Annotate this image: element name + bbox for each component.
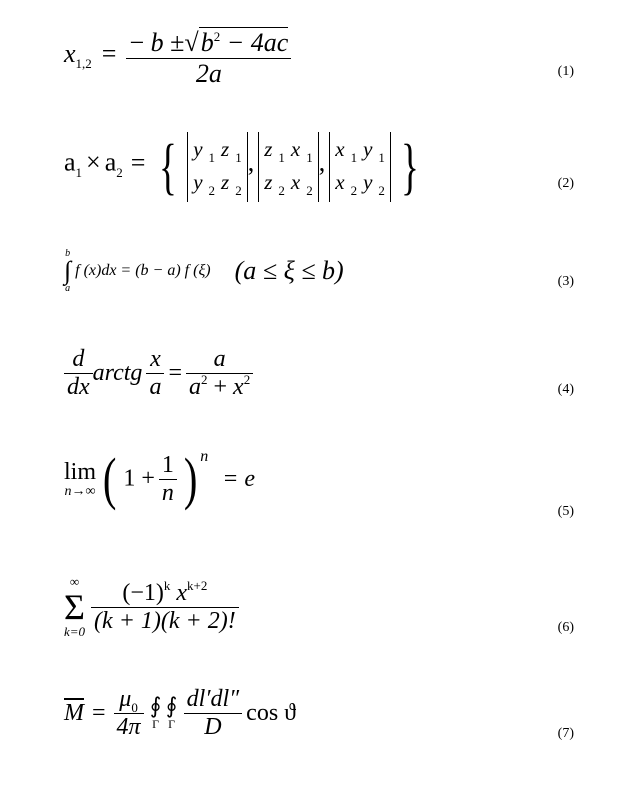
eq4-derivative xyxy=(64,346,93,401)
eq6-sum-upper: ∞ xyxy=(69,574,80,589)
eq2-comma-1: , xyxy=(247,147,255,177)
eq2-comma-2: , xyxy=(318,147,326,177)
eq2-determinant-1 xyxy=(187,132,248,202)
eq2-equals: = xyxy=(130,147,146,177)
det3-row-1: x $_1$ y $_1$ xyxy=(335,137,385,165)
eq1-numerator xyxy=(126,28,291,59)
eq6-number: (6) xyxy=(557,620,574,635)
eq3-condition: (a ≤ ξ ≤ b) xyxy=(234,256,344,285)
eq3-lower-limit: a xyxy=(65,283,71,294)
eq7-number: (7) xyxy=(557,726,574,741)
eq5-number: (5) xyxy=(557,504,574,519)
eq7-contour-integral-1 xyxy=(148,695,164,732)
eq7-dl-fraction xyxy=(184,686,243,741)
eq4-arg-fraction xyxy=(146,346,164,401)
equation-3 xyxy=(64,248,344,294)
eq5-open-paren: ( xyxy=(102,446,117,511)
equation-6 xyxy=(64,574,239,640)
eq1-num-pm: ± xyxy=(170,28,185,57)
eq2-a2: a xyxy=(104,147,117,177)
eq3-integral xyxy=(64,248,71,294)
eq2-determinant-2 xyxy=(258,132,319,202)
equation-2-row xyxy=(0,132,638,212)
eq4-rhs-fraction xyxy=(186,346,253,401)
eq2-a1: a xyxy=(64,147,76,177)
eq1-lhs-sub: 1,2 xyxy=(75,56,92,72)
eq7-oint-sub-1: Γ xyxy=(152,717,160,731)
eq5-close-paren: ) xyxy=(183,446,198,511)
eq5-lim: lim xyxy=(64,458,97,485)
sigma-icon: Σ xyxy=(64,587,85,627)
eq2-open-brace: { xyxy=(159,133,178,201)
eq5-exp: n xyxy=(200,448,209,465)
det1-row-2: y $_2$ z $_2$ xyxy=(193,170,242,198)
det2-row-2: z $_2$ x $_2$ xyxy=(264,170,313,198)
equation-4-row xyxy=(0,346,638,416)
eq4-number: (4) xyxy=(557,382,574,397)
contour-integral-icon: ∮ xyxy=(165,693,178,718)
eq6-numerator: $(-1)^k$ $x^{k+2}$ xyxy=(91,580,239,608)
eq6-denominator: (k + 1)(k + 2)! xyxy=(94,607,236,634)
eq4-d-den: dx xyxy=(67,374,90,400)
equation-7 xyxy=(64,686,296,741)
eq7-four-pi: 4π xyxy=(116,714,141,740)
equation-6-row xyxy=(0,574,638,654)
eq5-limit xyxy=(64,459,96,500)
eq2-number: (2) xyxy=(557,176,574,191)
eq7-dl-den: D xyxy=(204,714,222,740)
det2-row-1: z $_1$ x $_1$ xyxy=(264,137,313,165)
eq4-equals: = xyxy=(168,360,182,386)
eq7-oint-sub-2: Γ xyxy=(168,717,176,731)
eq1-number: (1) xyxy=(557,64,574,79)
eq4-arg-den: a xyxy=(149,374,162,400)
eq1-num-b: b xyxy=(150,28,164,57)
eq1-fraction xyxy=(126,28,291,89)
eq7-cos: cos ϑ xyxy=(246,700,297,726)
eq3-integrand: f (x)dx = (b − a) f (ξ) xyxy=(75,262,211,279)
eq7-dl-num: dl′dl″ xyxy=(184,686,243,714)
equation-5 xyxy=(64,446,256,511)
eq2-determinant-3 xyxy=(329,132,391,202)
eq7-mu-fraction xyxy=(114,686,144,741)
contour-integral-icon: ∮ xyxy=(149,693,162,718)
equation-1 xyxy=(64,28,291,89)
eq6-sum xyxy=(64,574,85,640)
eq1-sqrt-sign: √ xyxy=(184,28,199,57)
eq1-sqrt-body xyxy=(199,27,289,57)
equation-3-row xyxy=(0,248,638,308)
equation-2 xyxy=(64,132,425,202)
eq1-sqrt-rest: − 4ac xyxy=(226,28,289,57)
eq7-lhs: $\overline{M}$ xyxy=(64,700,84,726)
eq5-lim-under: n→∞ xyxy=(64,483,96,499)
eq5-one-plus: 1 + xyxy=(123,465,155,492)
eq1-denominator: 2a xyxy=(195,59,222,88)
eq4-d-num: d xyxy=(64,346,93,374)
eq7-contour-integral-2 xyxy=(164,695,180,732)
det3-row-2: x $_2$ y $_2$ xyxy=(335,170,385,198)
eq2-close-brace: } xyxy=(400,133,419,201)
eq5-rhs: = e xyxy=(222,465,256,492)
eq1-sqrt-exp: 2 xyxy=(213,29,221,44)
det1-row-1: y $_1$ z $_1$ xyxy=(193,137,242,165)
equation-7-row xyxy=(0,686,638,766)
eq7-mu: $\mu_0$ xyxy=(114,686,144,714)
eq2-times: × xyxy=(86,147,101,177)
integral-sign-icon: ∫ xyxy=(64,256,72,285)
eq4-arg-num: x xyxy=(146,346,164,374)
eq1-sqrt-b: b xyxy=(200,28,214,57)
eq5-frac-num: 1 xyxy=(159,452,177,480)
eq6-sum-lower: k=0 xyxy=(64,624,86,639)
eq3-upper-limit: b xyxy=(65,248,71,259)
equation-5-row xyxy=(0,446,638,540)
eq4-func: arctg xyxy=(92,360,143,386)
eq6-fraction xyxy=(91,577,239,635)
equation-4 xyxy=(64,346,253,401)
eq2-a1-sub: 1 xyxy=(75,164,83,180)
eq7-equals: = xyxy=(92,700,106,726)
eq1-lhs-var: x xyxy=(64,39,76,69)
eq3-number: (3) xyxy=(557,274,574,289)
eq2-a2-sub: 2 xyxy=(116,164,123,180)
equation-1-row xyxy=(0,28,638,98)
eq5-frac-den: n xyxy=(161,479,174,506)
eq1-equals: = xyxy=(101,39,117,69)
eq1-num-minus: − xyxy=(129,28,145,57)
eq5-fraction xyxy=(159,452,177,507)
eq4-rhs-den: $a^2 + x^2$ xyxy=(188,372,251,400)
eq4-rhs-num: a xyxy=(186,346,253,374)
